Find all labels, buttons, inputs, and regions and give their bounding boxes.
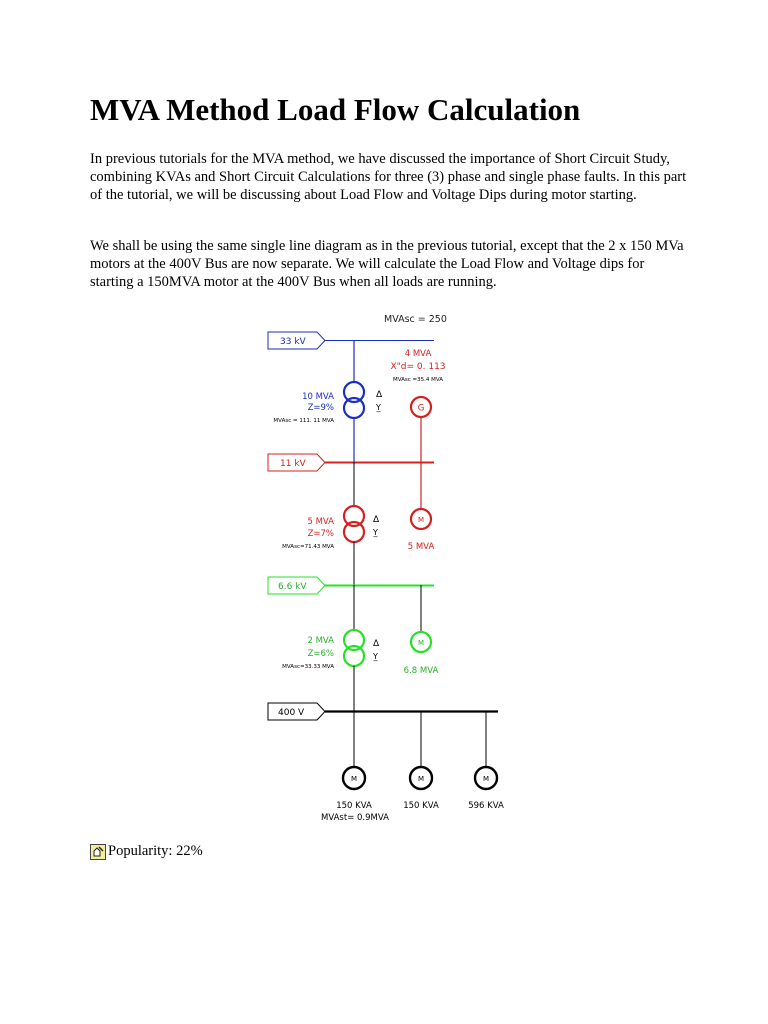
motor-11kv-rating: 5 MVA — [407, 542, 435, 552]
transformer-2-impedance: Z=7% — [307, 529, 334, 539]
motor-400v-3 — [475, 767, 497, 789]
bus-11kv-label: 11 kV — [280, 459, 306, 469]
transformer-2-rating: 5 MVA — [307, 517, 334, 527]
motor-symbol: M — [482, 775, 490, 783]
motor-400v-1 — [343, 767, 365, 789]
generator-symbol: G — [417, 403, 425, 414]
popularity-label: Popularity: 22% — [108, 843, 203, 859]
motor-symbol: M — [417, 639, 425, 647]
wye-symbol: Y̲ — [376, 403, 381, 412]
transformer-1-mvasc: MVAsc = 111. 11 MVA — [273, 418, 334, 424]
wye-symbol: Y̲ — [373, 652, 378, 661]
transformer-2-mvasc: MVAsc=71.43 MVA — [282, 544, 334, 550]
transformer-3-mvasc: MVAsc=33.33 MVA — [282, 664, 334, 670]
generator — [411, 397, 431, 417]
motor-symbol: M — [350, 775, 358, 783]
bus-6-6kv — [268, 577, 434, 594]
delta-symbol: Δ — [373, 639, 380, 649]
generator-rating: 4 MVA — [404, 349, 432, 359]
motor-start-mva: MVAst= 0.9MVA — [321, 813, 389, 823]
motor-400v-1-rating: 150 KVA — [336, 801, 372, 811]
popularity — [90, 843, 203, 860]
wye-symbol: Y̲ — [373, 528, 378, 537]
bus-33kv-label: 33 kV — [280, 337, 306, 347]
description-paragraph: We shall be using the same single line diagram as in the previous tutorial, except that the 2 x 150 MVa motors at the 400V Bus are now separate. We will calculate the Load Flow and Voltage dips for starting a 150MVA motor at the 400V Bus when all loads are running. — [90, 238, 684, 290]
motor-6-6kv — [411, 632, 431, 652]
popularity-icon — [90, 844, 106, 860]
motor-400v-3-rating: 596 KVA — [468, 801, 504, 811]
motor-400v-2 — [410, 767, 432, 789]
motor-symbol: M — [417, 775, 425, 783]
delta-symbol: Δ — [376, 390, 383, 400]
transformer-2 — [344, 506, 380, 542]
generator-reactance: X"d= 0. 113 — [390, 362, 446, 372]
motor-symbol: M — [417, 516, 425, 524]
intro-paragraph: In previous tutorials for the MVA method, we have discussed the importance of Short Circuit Study, combining KVAs and Short Circuit Calculations for three (3) phase and single phase faults. In this part of the tutorial, we will be discussing about Load Flow and Voltage Dips during motor starting. — [90, 151, 687, 203]
bus-400v-label: 400 V — [278, 708, 305, 718]
transformer-1 — [344, 382, 383, 418]
transformer-3-rating: 2 MVA — [307, 636, 334, 646]
motor-400v-2-rating: 150 KVA — [403, 801, 439, 811]
generator-mvasc: MVAsc =35.4 MVA — [392, 377, 444, 383]
transformer-1-rating: 10 MVA — [302, 392, 334, 402]
bus-11kv — [268, 454, 434, 471]
bus-33kv — [268, 332, 434, 349]
transformer-3-impedance: Z=6% — [307, 649, 334, 659]
page-title: MVA Method Load Flow Calculation — [90, 92, 581, 127]
bus-6-6kv-label: 6.6 kV — [278, 582, 307, 592]
motor-11kv — [411, 509, 431, 529]
delta-symbol: Δ — [373, 515, 380, 525]
utility-mvasc-label: MVAsc = 250 — [384, 314, 447, 325]
transformer-1-impedance: Z=9% — [307, 403, 334, 413]
motor-6-6kv-rating: 6.8 MVA — [403, 666, 439, 676]
single-line-diagram — [240, 302, 540, 832]
transformer-3 — [344, 630, 380, 666]
bus-400v — [268, 703, 498, 720]
